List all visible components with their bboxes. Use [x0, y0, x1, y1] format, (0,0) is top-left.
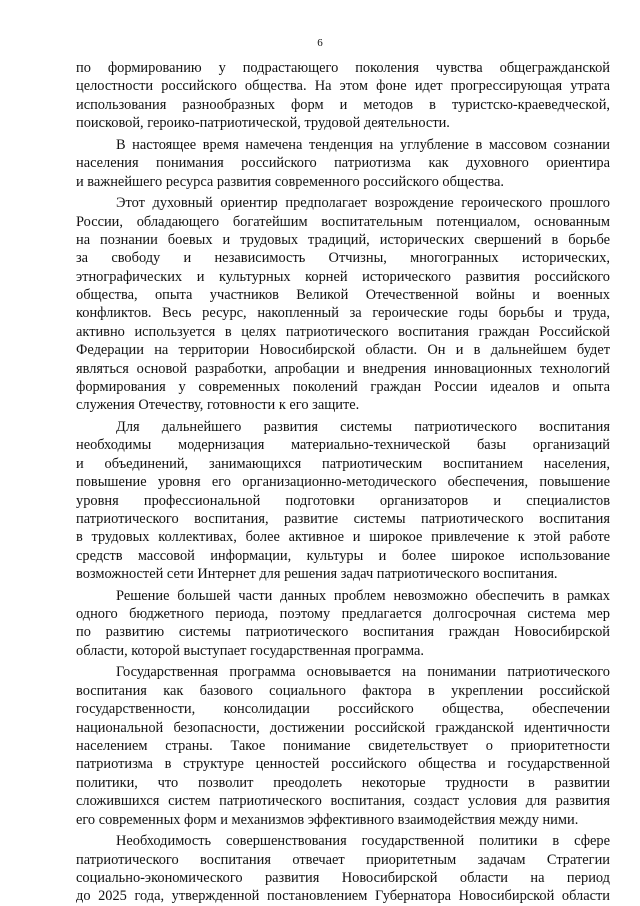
text-line: по формированию у подрастающего поколения чувства общегражданской [76, 60, 610, 76]
text-line: патриотического воспитания, развитие системы патриотического воспитания [76, 510, 610, 527]
text-line: патриотизма в структуре ценностей российского общества и государственной [76, 756, 610, 773]
page-number: 6 [317, 37, 323, 49]
text-line: формирования у современных поколений граждан России идеалов и опыта [76, 379, 610, 396]
text-line: повышение уровня его организационно-методического обеспечения, повышение [76, 474, 610, 491]
text-line: государственности, консолидации российского общества, обеспечении [76, 701, 610, 718]
text-line: активно используется в целях патриотического воспитания граждан Российской [76, 323, 610, 340]
text-line: национальной безопасности, достижении российской гражданской идентичности [76, 719, 610, 736]
text-line: России, обладающего богатейшим воспитательным потенциалом, основанным [76, 213, 610, 230]
text-line: Этот духовный ориентир предполагает возрождение героического прошлого [116, 195, 610, 212]
text-line: В настоящее время намечена тенденция на углубление в массовом сознании [116, 136, 610, 153]
text-line: политики, что позволит преодолеть некоторые трудности в развитии [76, 774, 610, 791]
text-line: общества, опыта участников Великой Отечественной войны и военных [76, 287, 610, 304]
text-line: его современных форм и механизмов эффективного взаимодействия между ними. [76, 811, 579, 828]
text-line: воспитания как базового социального фактора в укреплении российской [76, 682, 610, 699]
text-line: в трудовых коллективах, более активное и широкое привлечение к этой работе [76, 529, 610, 546]
paragraph [76, 663, 610, 829]
text-line: возможностей сети Интернет для решения задач патриотического воспитания. [76, 566, 558, 583]
paragraph [76, 587, 610, 661]
paragraph [76, 832, 610, 906]
text-line: необходимы модернизация материально-технической базы организаций [76, 437, 610, 454]
text-line: на познании боевых и трудовых традиций, исторических свершений в борьбе [76, 231, 610, 248]
text-line: целостности российского общества. На этом фоне идет прогрессирующая утрата [76, 78, 610, 95]
text-line: Для дальнейшего развития системы патриотического воспитания [116, 418, 610, 435]
text-line: конфликтов. Весь ресурс, накопленный за героические годы борьбы и труда, [76, 305, 610, 322]
text-line: населением страны. Такое понимание свидетельствует о приоритетности [76, 738, 610, 754]
text-line: и важнейшего ресурса развития современного российского общества. [76, 173, 504, 190]
document-body [76, 59, 610, 906]
text-line: этнографических и культурных корней исторического развития российского [76, 268, 610, 285]
text-line: средств массовой информации, культуры и более широкое использование [76, 547, 610, 564]
text-line: Решение большей части данных проблем невозможно обеспечить в рамках [116, 587, 610, 604]
text-line: до 2025 года, утвержденной постановлением Губернатора Новосибирской области [76, 888, 610, 905]
paragraph [76, 194, 610, 415]
text-line: по развитию системы патриотического воспитания граждан Новосибирской [76, 624, 610, 641]
text-line: населения понимания российского патриотизма как духовного ориентира [76, 155, 610, 172]
text-line: патриотического воспитания отвечает приоритетным задачам Стратегии [76, 851, 610, 868]
paragraph [76, 59, 610, 133]
paragraph [76, 136, 610, 191]
text-line: и объединений, занимающихся патриотическим воспитанием населения, [76, 455, 610, 472]
text-line: служения Отечеству, готовности к его защите. [76, 397, 360, 414]
text-line: Необходимость совершенствования государственной политики в сфере [116, 833, 610, 850]
text-line: области, которой выступает государственная программа. [76, 642, 425, 659]
text-line: уровня профессиональной подготовки организаторов и специалистов [76, 492, 610, 509]
text-line: поисковой, героико-патриотической, трудовой деятельности. [76, 115, 450, 132]
text-line: за свободу и независимость Отчизны, многогранных исторических, [76, 250, 610, 267]
text-line: социально-экономического развития Новосибирской области на период [76, 869, 610, 886]
text-line: Федерации на территории Новосибирской области. Он и в дальнейшем будет [76, 342, 610, 359]
text-line: Государственная программа основывается на понимании патриотического [116, 664, 610, 681]
text-line: являться основой разработки, апробации и внедрения инновационных технологий [76, 360, 610, 377]
text-line: одного бюджетного периода, поэтому предлагается долгосрочная система мер [76, 606, 610, 623]
text-line: сложившихся систем патриотического воспитания, создаст условия для развития [76, 793, 610, 810]
paragraph [76, 418, 610, 584]
text-line: использования разнообразных форм и методов в туристско-краеведческой, [76, 96, 610, 113]
